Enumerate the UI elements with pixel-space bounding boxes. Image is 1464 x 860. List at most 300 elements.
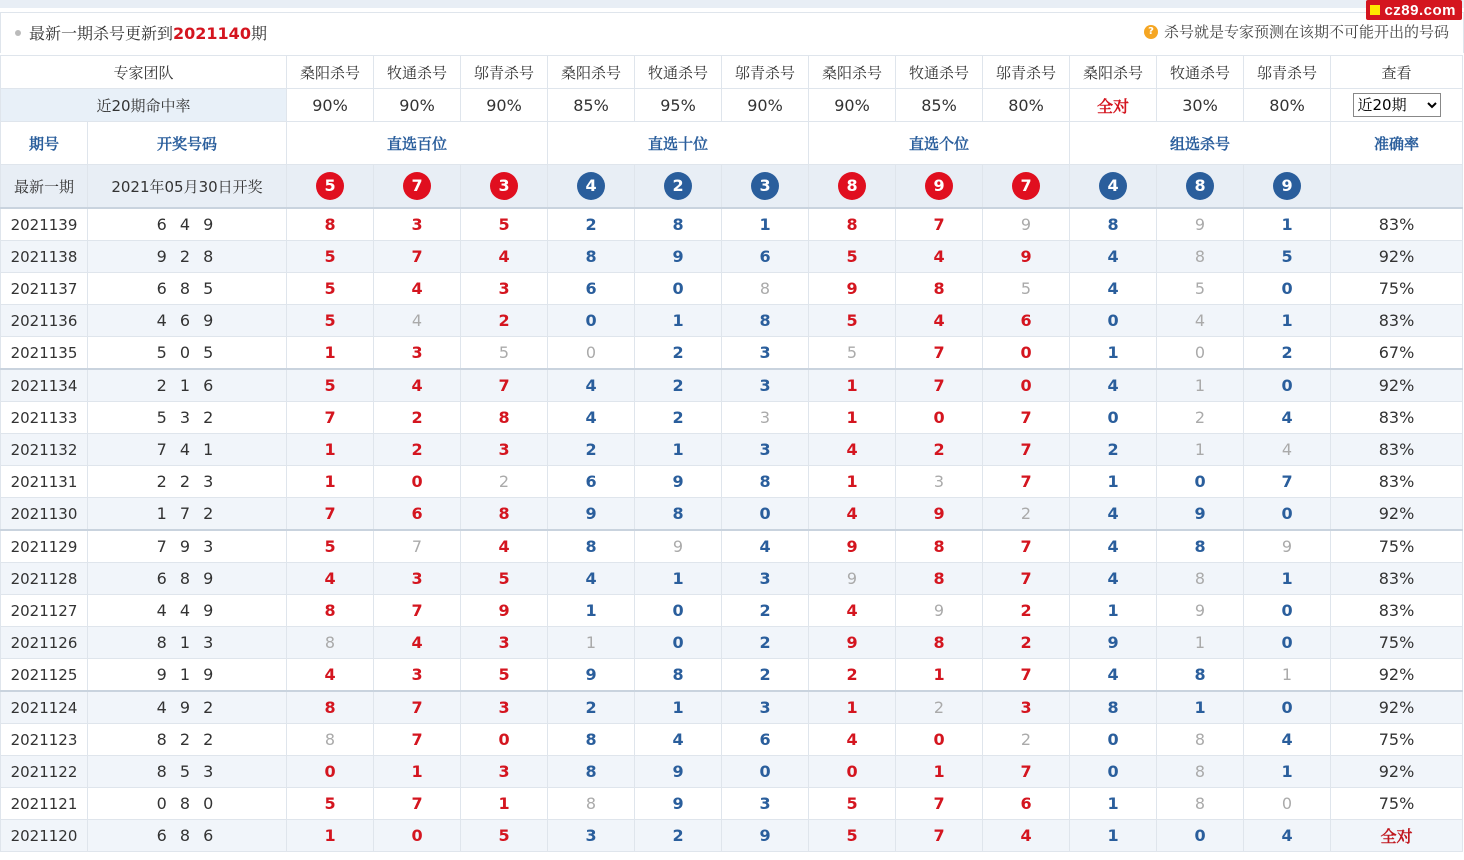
kill-number: 3: [933, 472, 945, 491]
kill-number-cell: [1070, 337, 1157, 370]
question-icon: ?: [1144, 25, 1158, 39]
kill-number: 0: [1107, 408, 1119, 427]
kill-number: 4: [411, 633, 423, 652]
kill-number-cell: [548, 563, 635, 595]
kill-number-cell: [461, 466, 548, 498]
kill-number: 4: [1107, 376, 1119, 395]
kill-number: 1: [846, 408, 858, 427]
title-bar: [0, 12, 1464, 53]
kill-number: 5: [498, 215, 510, 234]
kill-number-cell: [1244, 724, 1331, 756]
latest-ball-cell: [1070, 165, 1157, 209]
kill-number: 2: [672, 408, 684, 427]
period-select[interactable]: [1353, 93, 1441, 117]
draw-numbers: 8 1 3: [88, 627, 287, 659]
draw-numbers: 1 7 2: [88, 498, 287, 531]
kill-number-cell: [1070, 595, 1157, 627]
kill-number-cell: [1157, 563, 1244, 595]
kill-number: 4: [846, 730, 858, 749]
latest-ball-cell: [548, 165, 635, 209]
kill-number: 2: [585, 215, 597, 234]
kill-number: 0: [1281, 279, 1293, 298]
kill-number: 8: [1194, 247, 1206, 266]
kill-number: 1: [324, 343, 336, 362]
kill-number-cell: [896, 434, 983, 466]
number-ball: 8: [1186, 172, 1214, 200]
table-row: [1, 337, 1463, 370]
kill-number-cell: [983, 820, 1070, 852]
kill-number-cell: [983, 208, 1070, 241]
kill-number: 5: [324, 247, 336, 266]
kill-number-cell: [1070, 305, 1157, 337]
kill-number-cell: [635, 241, 722, 273]
kill-number: 1: [324, 440, 336, 459]
kill-number-cell: [374, 659, 461, 692]
hint-text: [1144, 21, 1449, 42]
kill-number: 8: [759, 472, 771, 491]
kill-number: 0: [672, 601, 684, 620]
kill-number: 8: [1194, 665, 1206, 684]
kill-number-cell: [374, 466, 461, 498]
kill-number-cell: [722, 820, 809, 852]
kill-number: 9: [846, 537, 858, 556]
kill-number-cell: [722, 498, 809, 531]
kill-number-cell: [1244, 208, 1331, 241]
issue-number: 2021124: [1, 691, 88, 724]
title-issue: 2021140: [173, 24, 251, 43]
draw-numbers: 8 5 3: [88, 756, 287, 788]
kill-number: 4: [1107, 504, 1119, 523]
kill-number-cell: [1244, 563, 1331, 595]
kill-number: 5: [498, 665, 510, 684]
kill-number: 0: [1107, 730, 1119, 749]
kill-number: 2: [498, 311, 510, 330]
kill-number-cell: [1244, 627, 1331, 659]
kill-number: 2: [1020, 633, 1032, 652]
kill-number: 1: [324, 826, 336, 845]
kill-number: 5: [846, 343, 858, 362]
kill-number-cell: [461, 756, 548, 788]
kill-number-cell: [809, 305, 896, 337]
kill-number-cell: [722, 337, 809, 370]
kill-number: 1: [1107, 472, 1119, 491]
bullet-icon: [15, 30, 21, 36]
kill-number-cell: [1244, 498, 1331, 531]
kill-number-cell: [635, 659, 722, 692]
title-prefix: 最新一期杀号更新到: [29, 24, 174, 43]
table-row: [1, 724, 1463, 756]
kill-number: 7: [411, 537, 423, 556]
kill-number-cell: [722, 595, 809, 627]
kill-number-cell: [548, 434, 635, 466]
kill-number: 7: [1020, 408, 1032, 427]
kill-number-cell: [374, 273, 461, 305]
kill-number-cell: [809, 273, 896, 305]
table-row: [1, 820, 1463, 852]
draw-numbers: 2 1 6: [88, 369, 287, 402]
col-accuracy: 准确率: [1331, 122, 1463, 165]
kill-number: 4: [585, 408, 597, 427]
site-logo[interactable]: [1366, 0, 1462, 20]
kill-number: 0: [759, 762, 771, 781]
expert-name: 桑阳杀号: [548, 56, 635, 89]
accuracy-value: 83%: [1331, 595, 1463, 627]
kill-number: 8: [933, 537, 945, 556]
kill-number: 1: [1281, 311, 1293, 330]
draw-numbers: 4 4 9: [88, 595, 287, 627]
latest-ball-cell: [461, 165, 548, 209]
issue-number: 2021132: [1, 434, 88, 466]
kill-number-cell: [548, 659, 635, 692]
kill-number-cell: [896, 337, 983, 370]
kill-number: 1: [1194, 633, 1206, 652]
kill-number-cell: [1070, 434, 1157, 466]
top-strip: [0, 0, 1464, 8]
kill-number-cell: [635, 498, 722, 531]
kill-number: 1: [498, 794, 510, 813]
kill-number: 4: [498, 247, 510, 266]
kill-number-cell: [374, 724, 461, 756]
kill-number-cell: [374, 595, 461, 627]
expert-name: 牧通杀号: [374, 56, 461, 89]
kill-number: 0: [759, 504, 771, 523]
kill-number-cell: [896, 273, 983, 305]
kill-number: 9: [933, 504, 945, 523]
kill-number: 3: [498, 279, 510, 298]
number-ball: 4: [577, 172, 605, 200]
kill-number: 1: [1107, 826, 1119, 845]
kill-number-cell: [374, 756, 461, 788]
kill-number-cell: [722, 434, 809, 466]
kill-number: 2: [1281, 343, 1293, 362]
kill-number-cell: [548, 402, 635, 434]
kill-number: 8: [759, 279, 771, 298]
kill-number-cell: [809, 788, 896, 820]
kill-number: 1: [672, 311, 684, 330]
kill-number-cell: [287, 595, 374, 627]
kill-number-cell: [548, 369, 635, 402]
kill-number-cell: [461, 498, 548, 531]
kill-number: 0: [672, 633, 684, 652]
kill-number-cell: [461, 369, 548, 402]
kill-number-cell: [722, 724, 809, 756]
kill-number: 3: [411, 343, 423, 362]
kill-number: 9: [672, 537, 684, 556]
hit-rate-row: [1, 89, 1463, 122]
kill-number: 3: [498, 440, 510, 459]
kill-number: 9: [585, 665, 597, 684]
kill-number-cell: [983, 563, 1070, 595]
kill-number-cell: [548, 691, 635, 724]
kill-number: 9: [933, 601, 945, 620]
kill-number-cell: [1157, 788, 1244, 820]
kill-number: 2: [759, 601, 771, 620]
kill-number-cell: [1244, 595, 1331, 627]
kill-number: 4: [1281, 730, 1293, 749]
kill-number: 4: [1107, 665, 1119, 684]
kill-number: 0: [1281, 794, 1293, 813]
kill-number-cell: [374, 208, 461, 241]
kill-number: 8: [324, 601, 336, 620]
kill-number-cell: [374, 530, 461, 563]
kill-number-cell: [461, 563, 548, 595]
kill-number-cell: [983, 756, 1070, 788]
kill-number-cell: [809, 402, 896, 434]
kill-number-cell: [896, 659, 983, 692]
title-suffix: 期: [250, 24, 267, 43]
kill-number: 0: [498, 730, 510, 749]
kill-number: 8: [846, 215, 858, 234]
kill-number: 3: [759, 376, 771, 395]
hit-rate: 90%: [809, 89, 896, 122]
kill-number: 7: [933, 343, 945, 362]
kill-number-cell: [287, 208, 374, 241]
kill-number-cell: [287, 756, 374, 788]
kill-number-cell: [461, 402, 548, 434]
number-ball: 5: [316, 172, 344, 200]
kill-number: 1: [1107, 601, 1119, 620]
kill-number-cell: [1070, 659, 1157, 692]
kill-number-cell: [461, 788, 548, 820]
kill-number-cell: [1157, 208, 1244, 241]
kill-number-cell: [896, 820, 983, 852]
kill-number: 9: [672, 762, 684, 781]
kill-number-cell: [722, 691, 809, 724]
kill-number: 8: [498, 408, 510, 427]
kill-number: 1: [1194, 698, 1206, 717]
issue-number: 2021123: [1, 724, 88, 756]
accuracy-value: 75%: [1331, 788, 1463, 820]
issue-number: 2021127: [1, 595, 88, 627]
kill-number-cell: [548, 530, 635, 563]
kill-number-cell: [287, 434, 374, 466]
kill-number: 5: [324, 311, 336, 330]
kill-number-cell: [461, 208, 548, 241]
kill-number-cell: [809, 563, 896, 595]
kill-number-cell: [1244, 402, 1331, 434]
kill-number-cell: [983, 788, 1070, 820]
kill-number: 8: [672, 665, 684, 684]
kill-number-cell: [983, 434, 1070, 466]
kill-number-cell: [809, 659, 896, 692]
kill-number: 0: [933, 408, 945, 427]
accuracy-value: 75%: [1331, 273, 1463, 305]
kill-number-cell: [635, 305, 722, 337]
logo-mark-icon: [1370, 5, 1380, 15]
accuracy-value: 92%: [1331, 241, 1463, 273]
kill-number-cell: [1244, 788, 1331, 820]
kill-number-cell: [809, 756, 896, 788]
kill-number-cell: [809, 627, 896, 659]
kill-number: 9: [585, 504, 597, 523]
kill-number-cell: [635, 208, 722, 241]
view-label: 查看: [1331, 56, 1463, 89]
number-ball: 2: [664, 172, 692, 200]
expert-name: 桑阳杀号: [1070, 56, 1157, 89]
kill-number: 1: [1281, 215, 1293, 234]
accuracy-value: 75%: [1331, 724, 1463, 756]
kill-number-cell: [374, 627, 461, 659]
issue-number: 2021121: [1, 788, 88, 820]
hit-rate: 全对: [1070, 89, 1157, 122]
kill-number-cell: [1157, 659, 1244, 692]
issue-number: 2021138: [1, 241, 88, 273]
kill-number: 8: [933, 279, 945, 298]
kill-number: 4: [324, 569, 336, 588]
expert-name: 邬青杀号: [722, 56, 809, 89]
draw-numbers: 0 8 0: [88, 788, 287, 820]
kill-number: 0: [1194, 472, 1206, 491]
kill-number-cell: [287, 691, 374, 724]
kill-number: 1: [585, 601, 597, 620]
kill-number-cell: [1157, 498, 1244, 531]
kill-number: 8: [324, 633, 336, 652]
kill-number: 4: [672, 730, 684, 749]
kill-number-cell: [461, 595, 548, 627]
kill-number-cell: [374, 820, 461, 852]
kill-number-cell: [722, 305, 809, 337]
kill-number: 8: [1194, 569, 1206, 588]
kill-number: 1: [672, 569, 684, 588]
kill-number-cell: [722, 756, 809, 788]
table-row: [1, 627, 1463, 659]
kill-number: 9: [498, 601, 510, 620]
kill-number: 8: [324, 698, 336, 717]
hit-rate: 95%: [635, 89, 722, 122]
kill-number: 8: [1194, 762, 1206, 781]
issue-number: 2021136: [1, 305, 88, 337]
kill-number-cell: [548, 305, 635, 337]
latest-label: 最新一期: [1, 165, 88, 209]
kill-number: 4: [1281, 826, 1293, 845]
table-row: [1, 241, 1463, 273]
kill-number: 8: [1194, 730, 1206, 749]
kill-number: 5: [498, 343, 510, 362]
kill-number: 5: [846, 794, 858, 813]
kill-number-cell: [896, 627, 983, 659]
issue-number: 2021125: [1, 659, 88, 692]
kill-number: 1: [324, 472, 336, 491]
kill-number-cell: [722, 563, 809, 595]
kill-number-cell: [1157, 724, 1244, 756]
kill-number: 4: [1281, 408, 1293, 427]
kill-number: 2: [672, 826, 684, 845]
kill-number-cell: [287, 369, 374, 402]
issue-number: 2021129: [1, 530, 88, 563]
kill-number: 8: [1194, 794, 1206, 813]
kill-number: 7: [1020, 537, 1032, 556]
kill-number: 2: [1107, 440, 1119, 459]
kill-number-cell: [635, 466, 722, 498]
kill-number-cell: [461, 530, 548, 563]
accuracy-value: 83%: [1331, 402, 1463, 434]
kill-number-cell: [983, 530, 1070, 563]
hit-rate: 80%: [983, 89, 1070, 122]
kill-number-cell: [287, 530, 374, 563]
kill-number-cell: [1244, 434, 1331, 466]
kill-number-cell: [896, 563, 983, 595]
col-group-hundreds: 直选百位: [287, 122, 548, 165]
kill-number-cell: [896, 530, 983, 563]
draw-numbers: 6 4 9: [88, 208, 287, 241]
number-ball: 4: [1099, 172, 1127, 200]
kill-number: 4: [1107, 247, 1119, 266]
hit-rate-label: 近20期命中率: [1, 89, 287, 122]
kill-number: 3: [411, 569, 423, 588]
kill-number-cell: [287, 498, 374, 531]
table-row: [1, 402, 1463, 434]
kill-number: 5: [498, 569, 510, 588]
kill-number: 6: [1020, 311, 1032, 330]
kill-number: 9: [846, 569, 858, 588]
kill-number-cell: [896, 369, 983, 402]
latest-ball-cell: [374, 165, 461, 209]
kill-number-cell: [548, 627, 635, 659]
kill-number-cell: [287, 466, 374, 498]
kill-number-cell: [722, 369, 809, 402]
kill-number-cell: [1157, 466, 1244, 498]
col-open: 开奖号码: [88, 122, 287, 165]
kill-number: 2: [1020, 730, 1032, 749]
kill-number-cell: [635, 627, 722, 659]
kill-number: 2: [411, 440, 423, 459]
expert-row: [1, 56, 1463, 89]
issue-number: 2021137: [1, 273, 88, 305]
page-title: [29, 21, 267, 44]
kill-number-cell: [983, 466, 1070, 498]
kill-number: 0: [1194, 343, 1206, 362]
kill-number-cell: [635, 756, 722, 788]
kill-number-cell: [722, 627, 809, 659]
table-row: [1, 208, 1463, 241]
kill-number: 4: [411, 279, 423, 298]
hit-rate: 85%: [896, 89, 983, 122]
kill-number: 2: [933, 698, 945, 717]
kill-number: 4: [846, 440, 858, 459]
kill-number-cell: [287, 724, 374, 756]
accuracy-value: 92%: [1331, 369, 1463, 402]
kill-number: 1: [1107, 343, 1119, 362]
draw-numbers: 4 6 9: [88, 305, 287, 337]
kill-number: 5: [846, 826, 858, 845]
kill-number: 9: [1194, 601, 1206, 620]
accuracy-value: 67%: [1331, 337, 1463, 370]
kill-number-cell: [983, 337, 1070, 370]
kill-number: 0: [324, 762, 336, 781]
kill-number-cell: [635, 273, 722, 305]
kill-number-cell: [983, 691, 1070, 724]
latest-accuracy-empty: [1331, 165, 1463, 209]
kill-number-cell: [1157, 756, 1244, 788]
kill-number: 0: [1281, 376, 1293, 395]
kill-number: 1: [1194, 376, 1206, 395]
kill-number-cell: [896, 208, 983, 241]
kill-number: 4: [1281, 440, 1293, 459]
col-issue: 期号: [1, 122, 88, 165]
accuracy-value: 92%: [1331, 691, 1463, 724]
issue-number: 2021122: [1, 756, 88, 788]
hit-rate: 80%: [1244, 89, 1331, 122]
number-ball: 3: [490, 172, 518, 200]
table-row: [1, 788, 1463, 820]
table-row: [1, 691, 1463, 724]
kill-number-cell: [374, 402, 461, 434]
kill-number: 2: [585, 440, 597, 459]
kill-number-cell: [461, 305, 548, 337]
table-row: [1, 659, 1463, 692]
draw-numbers: 2 2 3: [88, 466, 287, 498]
kill-number-cell: [1157, 595, 1244, 627]
